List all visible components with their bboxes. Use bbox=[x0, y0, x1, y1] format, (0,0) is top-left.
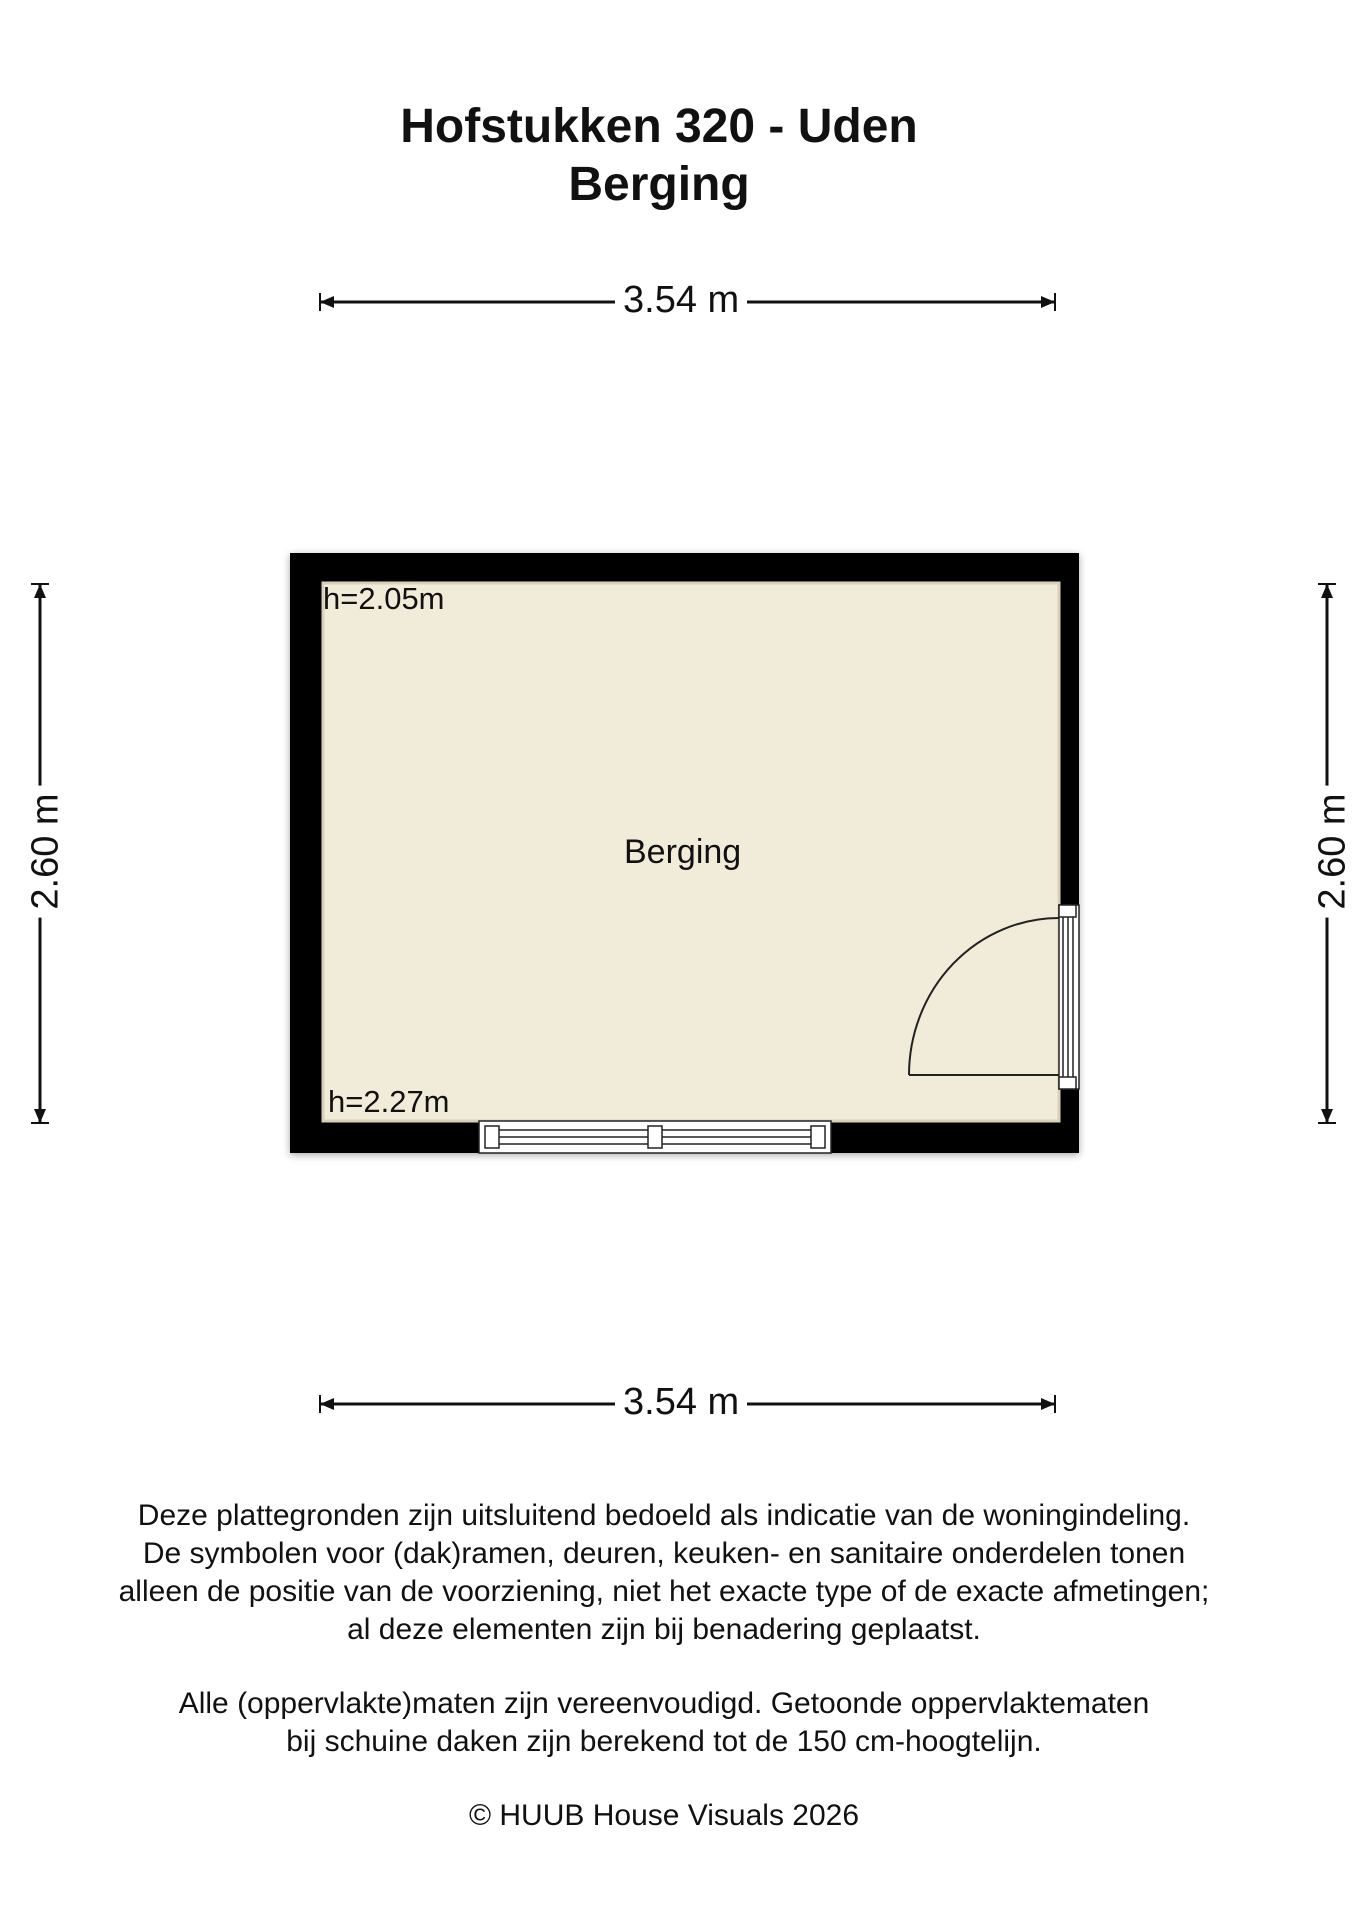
ceiling-height-top: h=2.05m bbox=[323, 581, 445, 616]
ceiling-height-bottom: h=2.27m bbox=[328, 1084, 450, 1119]
disclaimer-line: al deze elementen zijn bij benadering geplaatst. bbox=[347, 1613, 981, 1646]
disclaimer-text bbox=[0, 1497, 1343, 1649]
window bbox=[479, 1121, 831, 1153]
room-label: Berging bbox=[624, 833, 742, 871]
area-note-line: bij schuine daken zijn berekend tot de 150 cm-hoogtelijn. bbox=[286, 1725, 1042, 1758]
width-dimension-bottom: 3.54 m bbox=[615, 1381, 747, 1424]
plan-title-address: Hofstukken 320 - Uden bbox=[400, 100, 918, 153]
disclaimer-line: De symbolen voor (dak)ramen, deuren, keuken- en sanitaire onderdelen tonen bbox=[142, 1537, 1186, 1570]
height-dimension-right: 2.60 m bbox=[1312, 785, 1355, 917]
height-dimension-left: 2.60 m bbox=[25, 785, 68, 917]
area-note-text bbox=[0, 1685, 1343, 1761]
disclaimer-line: Deze plattegronden zijn uitsluitend bedoeld als indicatie van de woningindeling. bbox=[137, 1499, 1191, 1532]
width-dimension-top: 3.54 m bbox=[615, 279, 747, 322]
area-note-line: Alle (oppervlakte)maten zijn vereenvoudigd. Getoonde oppervlaktematen bbox=[178, 1687, 1150, 1720]
copyright: © HUUB House Visuals 2026 bbox=[468, 1799, 860, 1832]
disclaimer-line: alleen de positie van de voorziening, niet het exacte type of de exacte afmetingen; bbox=[118, 1575, 1210, 1608]
plan-title-floor: Berging bbox=[568, 158, 750, 211]
